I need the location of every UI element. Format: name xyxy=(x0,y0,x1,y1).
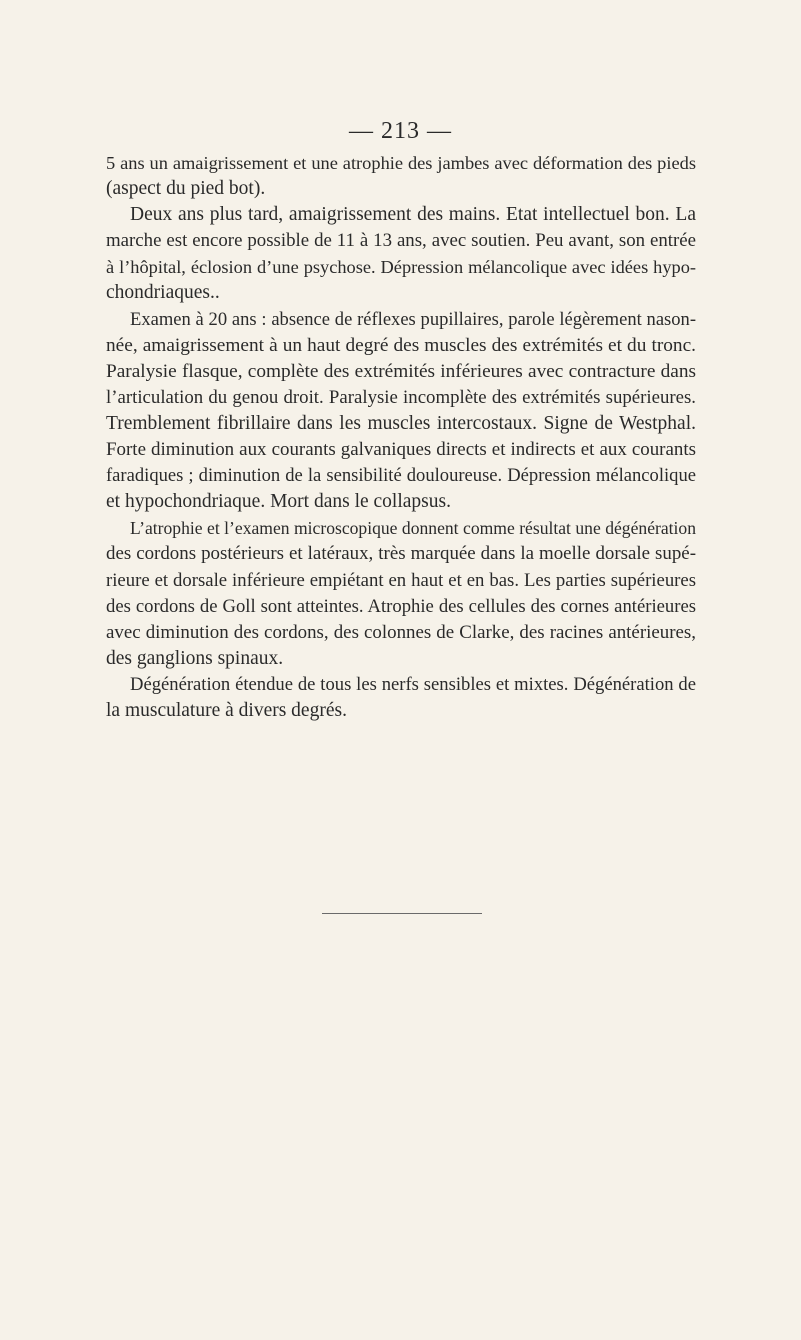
text-line: marche est encore possible de 11 à 13 ans, avec soutien. Peu avant, son entrée xyxy=(106,230,696,252)
text-line: née, amaigrissement à un haut degré des muscles des extrémités et du tronc. xyxy=(106,334,696,356)
text-line: L’atrophie et l’examen microscopique donnent comme résultat une dégénération xyxy=(130,518,696,539)
footnote-rule xyxy=(322,913,482,914)
text-line: et hypochondriaque. Mort dans le collapsus. xyxy=(106,491,451,513)
text-line: avec diminution des cordons, des colonnes de Clarke, des racines antérieures, xyxy=(106,621,696,643)
text-line: faradiques ; diminution de la sensibilité douloureuse. Dépression mélancolique xyxy=(106,465,696,487)
text-line: la musculature à divers degrés. xyxy=(106,699,347,721)
text-line: Dégénération étendue de tous les nerfs sensibles et mixtes. Dégénération de xyxy=(130,673,696,695)
page-number: — 213 — xyxy=(349,118,452,144)
text-line: des cordons de Goll sont atteintes. Atrophie des cellules des cornes antérieures xyxy=(106,595,696,617)
text-line: (aspect du pied bot). xyxy=(106,178,266,200)
text-line: Forte diminution aux courants galvaniques directs et indirects et aux courants xyxy=(106,439,696,461)
text-line: chondriaques.. xyxy=(106,282,220,304)
text-line: des cordons postérieurs et latéraux, très marquée dans la moelle dorsale supé- xyxy=(106,543,696,565)
text-line: des ganglions spinaux. xyxy=(106,647,284,669)
body-text xyxy=(106,150,696,724)
text-line: Paralysie flasque, complète des extrémités inférieures avec contracture dans xyxy=(106,360,696,382)
text-line: à l’hôpital, éclosion d’une psychose. Dépression mélancolique avec idées hypo- xyxy=(106,257,696,278)
text-line: Deux ans plus tard, amaigrissement des mains. Etat intellectuel bon. La xyxy=(130,204,696,226)
text-line: Examen à 20 ans : absence de réflexes pupillaires, parole légèrement nason- xyxy=(130,308,696,330)
text-line: rieure et dorsale inférieure empiétant en haut et en bas. Les parties supérieures xyxy=(106,569,696,591)
text-line: Tremblement fibrillaire dans les muscles intercostaux. Signe de Westphal. xyxy=(106,412,696,434)
text-line: l’articulation du genou droit. Paralysie incomplète des extrémités supérieures. xyxy=(106,386,696,408)
text-line: 5 ans un amaigrissement et une atrophie des jambes avec déformation des pieds xyxy=(106,153,696,173)
